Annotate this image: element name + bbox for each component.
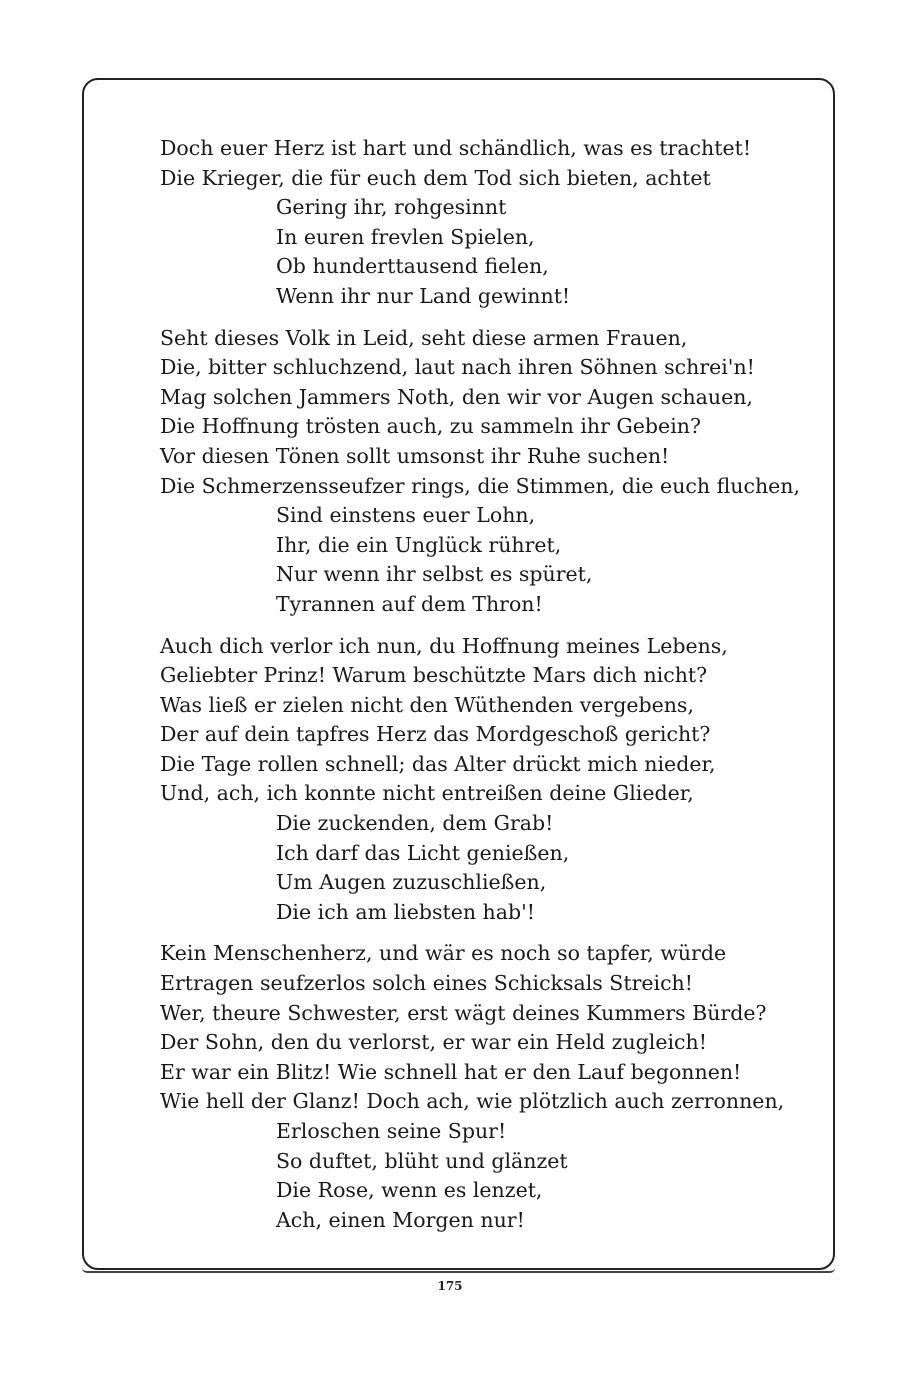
poem-line: Er war ein Blitz! Wie schnell hat er den Lauf begonnen!: [160, 1059, 742, 1084]
poem-line: Doch euer Herz ist hart und schändlich, was es trachtet!: [160, 136, 752, 160]
poem-line: Ertragen seufzerlos solch eines Schicksals Streich!: [160, 971, 693, 996]
poem-line: Nur wenn ihr selbst es spüret,: [276, 562, 593, 587]
page-number: 175: [437, 1279, 463, 1293]
poem-line: Die Krieger, die für euch dem Tod sich bieten, achtet: [160, 165, 711, 190]
poem-line: Die Hoffnung trösten auch, zu sammeln ihr Gebein?: [160, 414, 701, 439]
stanza: [160, 134, 800, 312]
stanza: [160, 632, 800, 928]
poem-line: Die Tage rollen schnell; das Alter drückt mich nieder,: [160, 751, 716, 776]
poem-line: Kein Menschenherz, und wär es noch so tapfer, würde: [160, 941, 727, 966]
poem-line: Ach, einen Morgen nur!: [276, 1207, 525, 1232]
poem-line: Der auf dein tapfres Herz das Mordgeschoß gericht?: [160, 722, 711, 747]
poem-line: Die zuckenden, dem Grab!: [276, 811, 554, 836]
poem-line: Erloschen seine Spur!: [276, 1119, 507, 1143]
poem-line: Ihr, die ein Unglück rühret,: [276, 532, 562, 557]
poem-line: Die, bitter schluchzend, laut nach ihren Söhnen schrei'n!: [160, 355, 755, 380]
poem-line: Gering ihr, rohgesinnt: [276, 195, 507, 220]
poem-line: Vor diesen Tönen sollt umsonst ihr Ruhe suchen!: [160, 443, 670, 468]
poem-line: Ich darf das Licht genießen,: [276, 840, 570, 865]
poem-line: Und, ach, ich konnte nicht entreißen deine Glieder,: [160, 781, 694, 806]
poem-line: Tyrannen auf dem Thron!: [276, 591, 543, 616]
poem-line: Geliebter Prinz! Warum beschützte Mars dich nicht?: [160, 663, 708, 688]
poem-line: Sind einstens euer Lohn,: [276, 503, 536, 528]
stanza: [160, 324, 800, 620]
poem-line: Um Augen zuzuschließen,: [276, 870, 547, 895]
poem-line: So duftet, blüht und glänzet: [276, 1148, 568, 1173]
poem-line: Wer, theure Schwester, erst wägt deines Kummers Bürde?: [160, 1000, 767, 1025]
poem-line: Auch dich verlor ich nun, du Hoffnung meines Lebens,: [160, 633, 728, 658]
poem-line: Wenn ihr nur Land gewinnt!: [276, 283, 571, 308]
poem-line: Was ließ er zielen nicht den Wüthenden vergebens,: [160, 692, 694, 717]
poem-line: Die Rose, wenn es lenzet,: [276, 1178, 543, 1203]
poem-line: Mag solchen Jammers Noth, den wir vor Augen schauen,: [160, 384, 753, 409]
poem-text: [160, 134, 800, 1247]
poem-line: Die Schmerzensseufzer rings, die Stimmen, die euch fluchen,: [160, 473, 801, 498]
poem-line: In euren frevlen Spielen,: [276, 224, 535, 249]
poem-line: Die ich am liebsten hab'!: [276, 899, 535, 924]
poem-line: Seht dieses Volk in Leid, seht diese armen Frauen,: [160, 325, 688, 350]
poem-line: Ob hunderttausend fielen,: [276, 254, 549, 279]
poem-line: Der Sohn, den du verlorst, er war ein Held zugleich!: [160, 1030, 707, 1055]
poem-line: Wie hell der Glanz! Doch ach, wie plötzlich auch zerronnen,: [160, 1089, 785, 1114]
stanza: [160, 939, 800, 1235]
